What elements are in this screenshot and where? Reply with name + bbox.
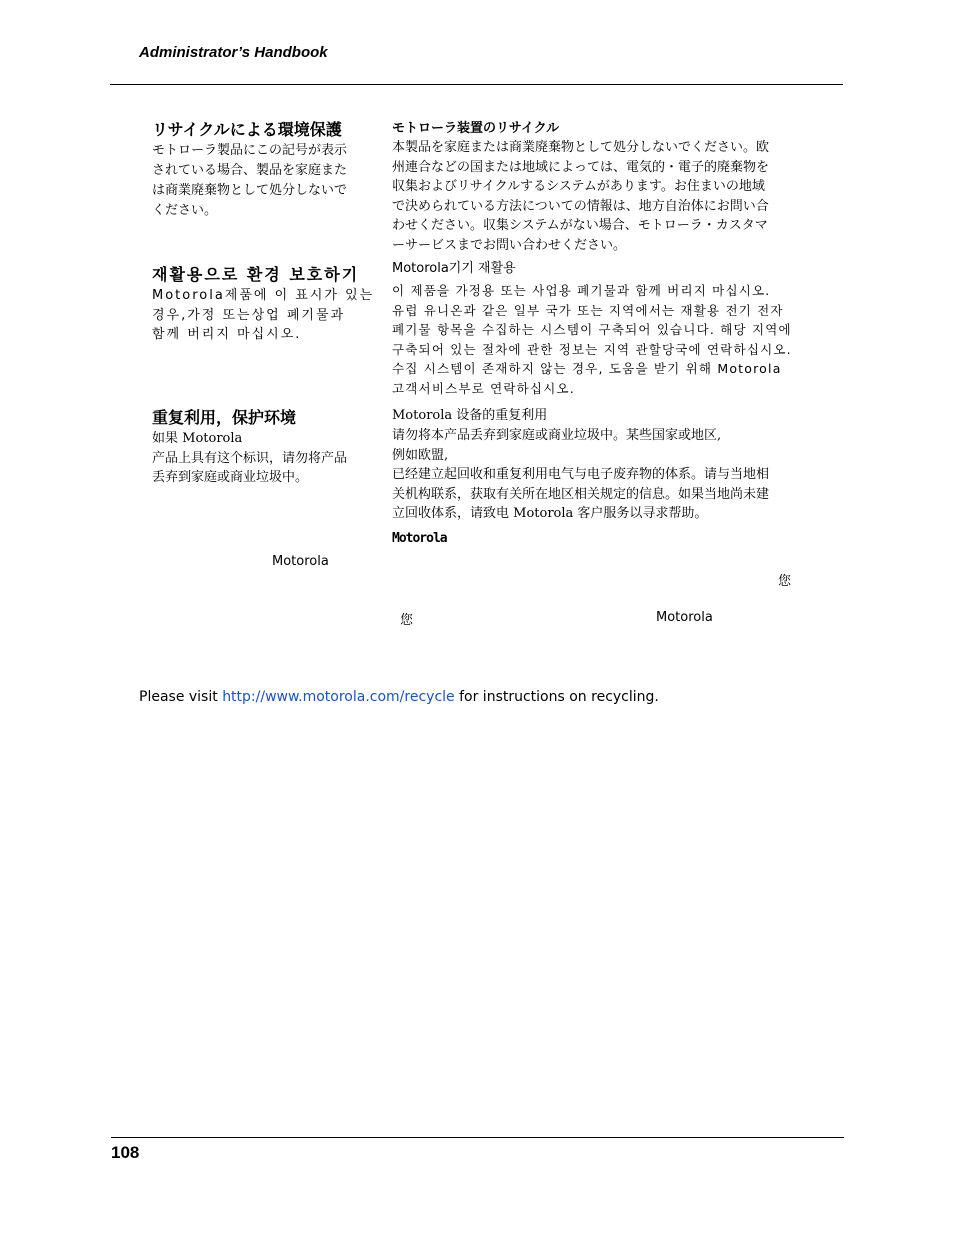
japanese-right-line: 収集およびリサイクルするシステムがあります。お住まいの地域 [392,179,765,194]
chinese-right-body [392,426,832,524]
japanese-right-line: 州連合などの国または地域によっては、電気的・電子的廃棄物を [392,159,770,175]
chinese-right-heading: Motorola 设备的重复利用 [392,408,548,423]
korean-right-body [392,281,832,398]
chinese-left-line: 产品上具有这个标识，请勿将产品 [152,450,348,466]
korean-left-line: 함께 버리지 마십시오. [152,327,302,342]
japanese-right-line: で決められている方法についての情報は、地方自治体にお問い合 [392,198,769,214]
japanese-left-line: されている場合、製品を家庭また [152,163,348,178]
japanese-left-line: ください。 [152,203,218,218]
chinese-left-line: 如果 Motorola [152,431,243,446]
recycle-suffix: for instructions on recycling. [454,689,659,705]
fragment-left-motorola: Motorola [272,554,329,569]
chinese-right-line: 例如欧盟, [392,447,449,463]
japanese-right-heading: モトローラ装置のリサイクル [392,121,560,136]
korean-left-body [152,286,384,345]
japanese-left-line: は商業廃棄物として処分しないで [152,183,348,198]
japanese-right-line: 本製品を家庭または商業廃棄物として処分しないでください。欧 [392,140,770,155]
fragment-nin-1: 您 [778,574,792,589]
chinese-right-line: 关机构联系，获取有关所在地区相关规定的信息。如果当地尚未建 [392,486,770,502]
fragment-nin-2: 您 [400,613,414,628]
chinese-right-line: 请勿将本产品丢弃到家庭或商业垃圾中。某些国家或地区, [392,428,722,443]
recycle-link[interactable]: http://www.motorola.com/recycle [222,689,455,705]
korean-right-line: 구축되어 있는 절차에 관한 정보는 지역 관할당국에 연락하십시오. [392,341,792,357]
korean-right-line: 유럽 유니온과 같은 일부 국가 또는 지역에서는 재활용 전기 전자 [392,302,784,318]
chinese-left-heading: 重复利用，保护环境 [152,408,297,427]
chinese-left-line: 丢弃到家庭或商业垃圾中。 [152,470,309,485]
running-header-title: Administrator’s Handbook [139,44,328,61]
recycle-prefix: Please visit [139,689,223,705]
korean-right-line: 이 제품을 가정용 또는 사업용 폐기물과 함께 버리지 마십시오. [392,283,771,298]
header-rule [110,84,843,85]
chinese-right-line: 已经建立起回收和重复利用电气与电子废弃物的体系。请与当地相 [392,467,770,482]
korean-right-line: 수집 시스템이 존재하지 않는 경우, 도움을 받기 위해 Motorola [392,361,782,376]
korean-left-line: 경우,가정 또는상업 폐기물과 [152,307,346,323]
korean-left-heading: 재활용으로 환경 보호하기 [152,265,360,284]
fragment-right-motorola: Motorola [656,610,713,625]
chinese-right-line: 立回收体系，请致电 Motorola 客户服务以寻求帮助。 [392,506,708,521]
recycle-instructions [139,689,659,705]
korean-left-line: Motorola제품에 이 표시가 있는 [152,288,375,303]
korean-right-heading: Motorola기기 재활용 [392,261,516,276]
korean-right-line: 폐기물 항목을 수집하는 시스템이 구축되어 있습니다. 해당 지역에 [392,322,792,337]
fragment-heading: Motorola [392,531,447,546]
japanese-right-line: わせください。収集システムがない場合、モトローラ・カスタマ [392,218,768,233]
japanese-right-line: ーサービスまでお問い合わせください。 [392,237,627,253]
korean-right-line: 고객서비스부로 연락하십시오. [392,380,575,396]
footer-rule [111,1137,844,1138]
japanese-left-body [152,141,384,221]
japanese-right-body [392,138,832,255]
page-number: 108 [111,1143,140,1162]
chinese-left-body [152,429,384,488]
japanese-left-line: モトローラ製品にこの記号が表示 [152,143,348,158]
japanese-left-heading: リサイクルによる環境保護 [152,120,342,139]
